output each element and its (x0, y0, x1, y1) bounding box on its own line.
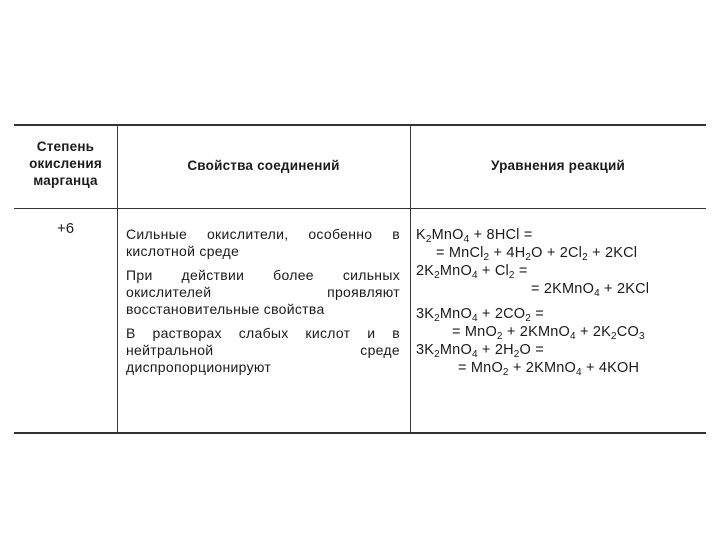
manganese-table (14, 124, 706, 434)
property-text: В растворах слабых кислот и в нейтральной среде диспропорционируют (126, 325, 400, 375)
header-oxidation-state: Степень окисления марганца (29, 139, 102, 188)
equation-lhs: $2K_2MnO_4 + Cl_2$ = (416, 263, 528, 281)
header-properties: Свойства соединений (187, 158, 340, 173)
equation-lhs: $3K_2MnO_4 + 2H_2O$ = (416, 342, 544, 360)
equations-cell (416, 226, 704, 377)
header-divider (14, 208, 706, 209)
property-text: Сильные окислители, особенно в кислотной среде (126, 226, 400, 259)
properties-cell (126, 226, 400, 376)
property-text: При действии более сильных окислителей проявляют восстановительные свойства (126, 267, 400, 317)
equation-lhs: $K_2MnO_4 + 8HCl$ = (416, 227, 533, 245)
header-equations: Уравнения реакций (491, 158, 625, 173)
equation-lhs: $3K_2MnO_4 + 2CO_2$ = (416, 306, 544, 324)
oxidation-state-value: +6 (56, 220, 75, 237)
equation-rhs: = 2KMnO$_4$ + 2KCl (531, 281, 650, 299)
equation-rhs: = MnO$_2$ + 2KMnO$_4$ + 4KOH (458, 360, 640, 378)
equation-rhs: = MnCl$_2$ + $4H_2O + 2Cl_2 + 2KCl$ (436, 245, 638, 263)
equation-rhs: = MnO$_2$ + 2KMnO$_4$ + $2K_2CO_3$ (452, 324, 645, 342)
